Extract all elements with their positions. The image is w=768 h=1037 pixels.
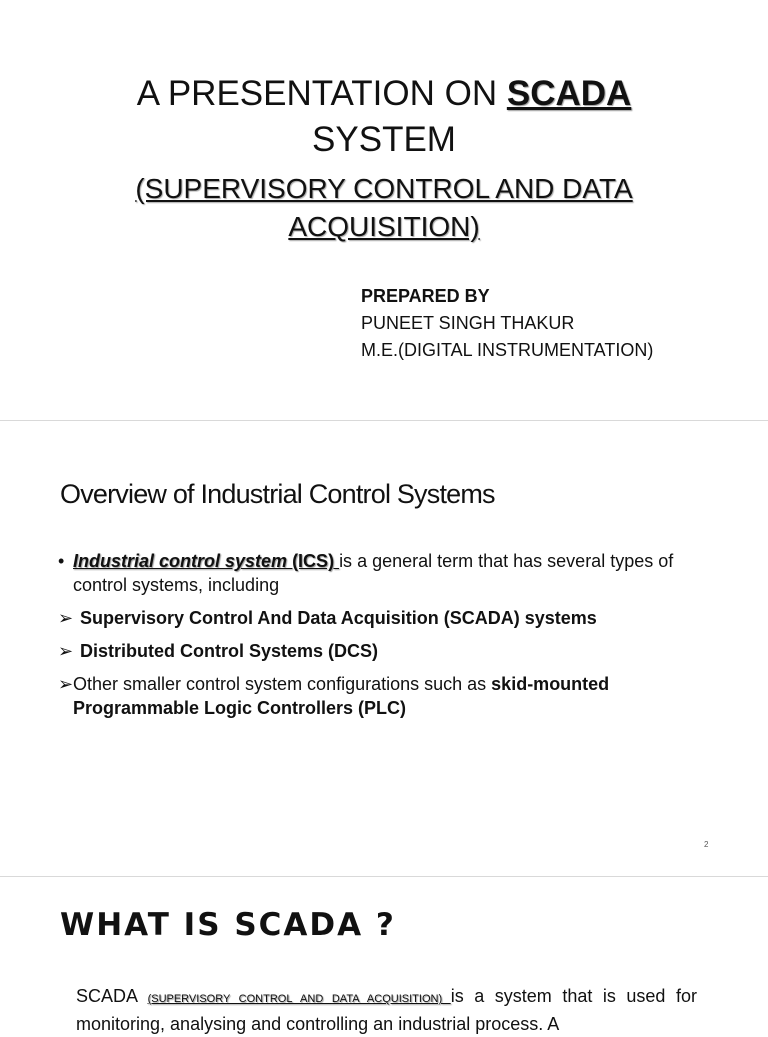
subtitle-line2: ACQUISITION) [288, 211, 480, 242]
title-accent-scada: SCADA [506, 74, 632, 113]
bullet-list [58, 549, 718, 729]
dcs-item: Distributed Control Systems (DCS) [80, 641, 379, 661]
title-prefix: A PRESENTATION ON [136, 74, 507, 113]
overview-heading: Overview of Industrial Control Systems [60, 479, 495, 509]
subtitle-line1: (SUPERVISORY CONTROL AND DATA [135, 173, 633, 204]
page-number: 2 [704, 840, 709, 849]
ics-description: is a general term that has several types of control systems, including [73, 551, 674, 595]
body-lead: SCADA [76, 986, 148, 1006]
title-slide [0, 0, 768, 420]
arrow-bullet-icon: ➢ [58, 641, 74, 661]
bullet-icon: • [58, 551, 65, 571]
presentation-title-line1 [0, 72, 768, 116]
plc-item-bold: skid-mounted Programmable Logic Controllers (PLC) [73, 674, 610, 718]
ics-abbreviation: (ICS) [292, 551, 340, 571]
body-rest: is a system that is used for monitoring, analysing and controlling an industrial process. A [76, 986, 697, 1034]
scada-item: Supervisory Control And Data Acquisition (SCADA) systems [80, 608, 597, 628]
what-is-scada-heading: WHAT IS SCADA ? [60, 907, 396, 943]
list-item [58, 639, 718, 663]
author-name: PUNEET SINGH THAKUR [361, 313, 575, 333]
presentation-title-line2: SYSTEM [312, 120, 456, 159]
what-is-scada-slide [0, 877, 768, 1034]
author-degree: M.E.(DIGITAL INSTRUMENTATION) [361, 340, 654, 360]
ics-term: Industrial control system [73, 551, 293, 571]
scada-definition [76, 984, 697, 1037]
list-item [58, 606, 718, 630]
body-expansion: (SUPERVISORY CONTROL AND DATA ACQUISITION) [147, 993, 451, 1005]
arrow-bullet-icon: ➢ [58, 608, 74, 628]
prepared-by-label: PREPARED BY [361, 286, 490, 306]
plc-item-text: Other smaller control system configurations such as [73, 674, 492, 694]
overview-slide [0, 421, 768, 876]
author-block [361, 283, 653, 364]
list-item [58, 672, 718, 720]
list-item [58, 549, 718, 597]
arrow-bullet-icon: ➢ [58, 674, 74, 694]
